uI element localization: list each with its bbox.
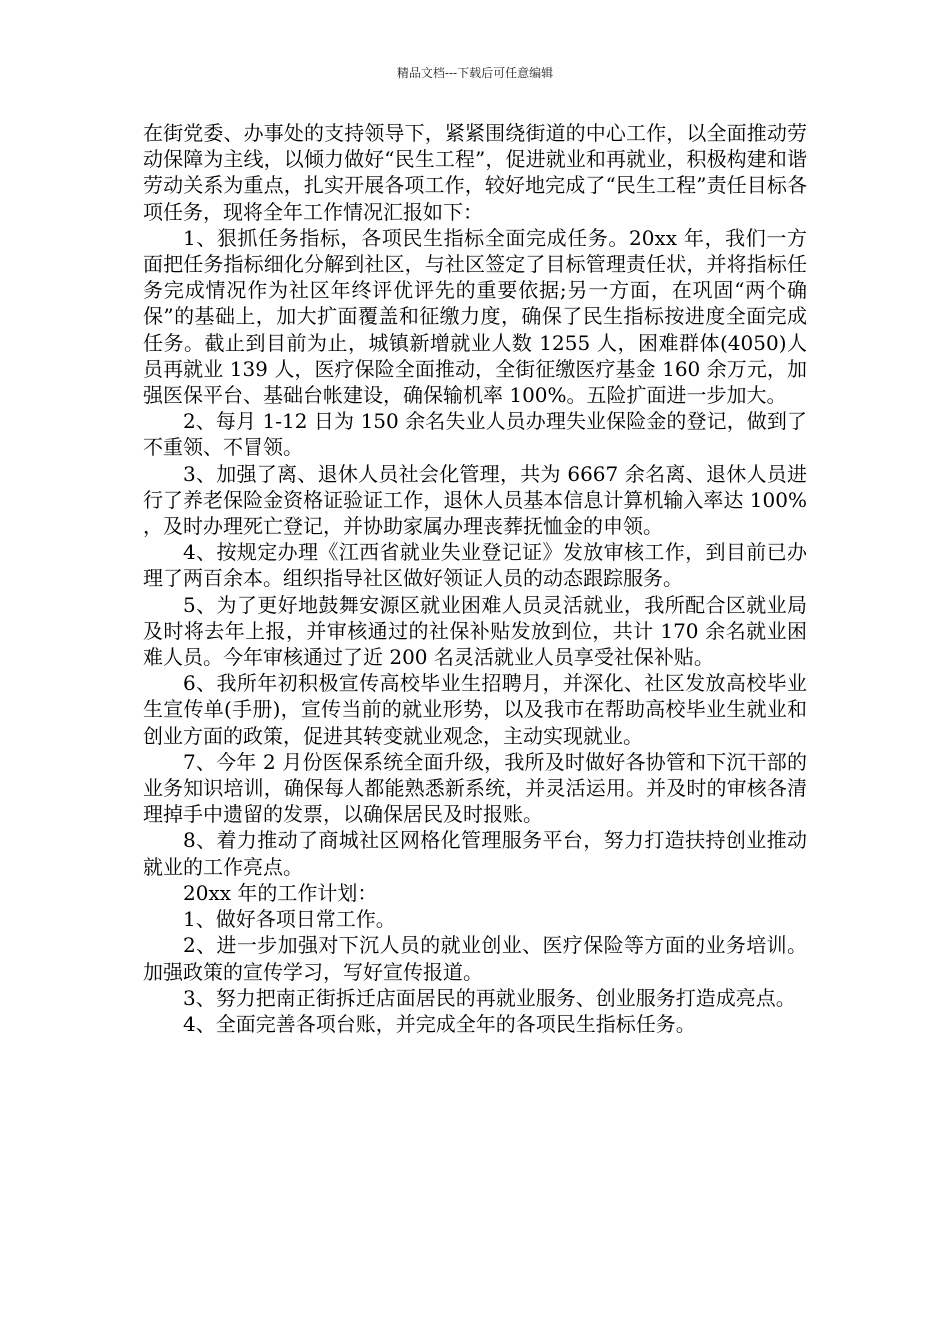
intro-paragraph: 在街党委、办事处的支持领导下，紧紧围绕街道的中心工作，以全面推动劳动保障为主线，以倾力做好“民生工程”，促进就业和再就业，积极构建和谐劳动关系为重点，扎实开展各项工作，较好地完成了“民生工程”责任目标各项任务，现将全年工作情况汇报如下： — [143, 121, 807, 224]
document-body — [143, 120, 807, 1037]
plan-heading: 20xx 年的工作计划： — [183, 880, 378, 905]
paragraph-item-1: 1、狠抓任务指标，各项民生指标全面完成任务。20xx 年，我们一方面把任务指标细化分解到社区，与社区签定了目标管理责任状，并将指标任务完成情况作为社区年终评优评先的重要依据;另一方面，在巩固“两个确保”的基础上，加大扩面覆盖和征缴力度，确保了民生指标按进度全面完成任务。截止到目前为止，城镇新增就业人数 1255 人，困难群体(4050)人员再就业 139 人，医疗保险全面推动，全街征缴医疗基金 160 余万元，加强医保平台、基础台帐建设，确保输机率 100%。五险扩面进一步加大。 — [143, 225, 807, 408]
paragraph-item-4: 4、按规定办理《江西省就业失业登记证》发放审核工作，到目前已办理了两百余本。组织指导社区做好领证人员的动态跟踪服务。 — [143, 540, 807, 591]
paragraph-item-7: 7、今年 2 月份医保系统全面升级，我所及时做好各协管和下沉干部的业务知识培训，确保每人都能熟悉新系统，并灵活运用。并及时的审核各清理掉手中遗留的发票，以确保居民及时报账。 — [143, 749, 807, 827]
paragraph-item-2: 2、每月 1-12 日为 150 余名失业人员办理失业保险金的登记，做到了不重领、不冒领。 — [143, 409, 807, 460]
plan-item-4: 4、全面完善各项台账，并完成全年的各项民生指标任务。 — [183, 1011, 696, 1036]
plan-item-3: 3、努力把南正街拆迁店面居民的再就业服务、创业服务打造成亮点。 — [183, 985, 796, 1010]
paragraph-item-8: 8、着力推动了商城社区网格化管理服务平台，努力打造扶持创业推动就业的工作亮点。 — [143, 828, 807, 879]
paragraph-item-6: 6、我所年初积极宣传高校毕业生招聘月，并深化、社区发放高校毕业生宣传单(手册)，宣传当前的就业形势，以及我市在帮助高校毕业生就业和创业方面的政策，促进其转变就业观念，主动实现就业。 — [143, 671, 807, 748]
paragraph-item-5: 5、为了更好地鼓舞安源区就业困难人员灵活就业，我所配合区就业局及时将去年上报，并审核通过的社保补贴发放到位，共计 170 余名就业困难人员。今年审核通过了近 200 名灵活就业人员享受社保补贴。 — [143, 592, 807, 670]
plan-item-1: 1、做好各项日常工作。 — [183, 907, 396, 932]
plan-item-2: 2、进一步加强对下沉人员的就业创业、医疗保险等方面的业务培训。加强政策的宣传学习，写好宣传报道。 — [143, 933, 807, 984]
paragraph-item-3: 3、加强了离、退休人员社会化管理，共为 6667 余名离、退休人员进行了养老保险金资格证验证工作，退休人员基本信息计算机输入率达 100% ，及时办理死亡登记，并协助家属办理丧葬抚恤金的申领。 — [143, 461, 807, 539]
page-header: 精品文档---下载后可任意编辑 — [396, 66, 554, 80]
